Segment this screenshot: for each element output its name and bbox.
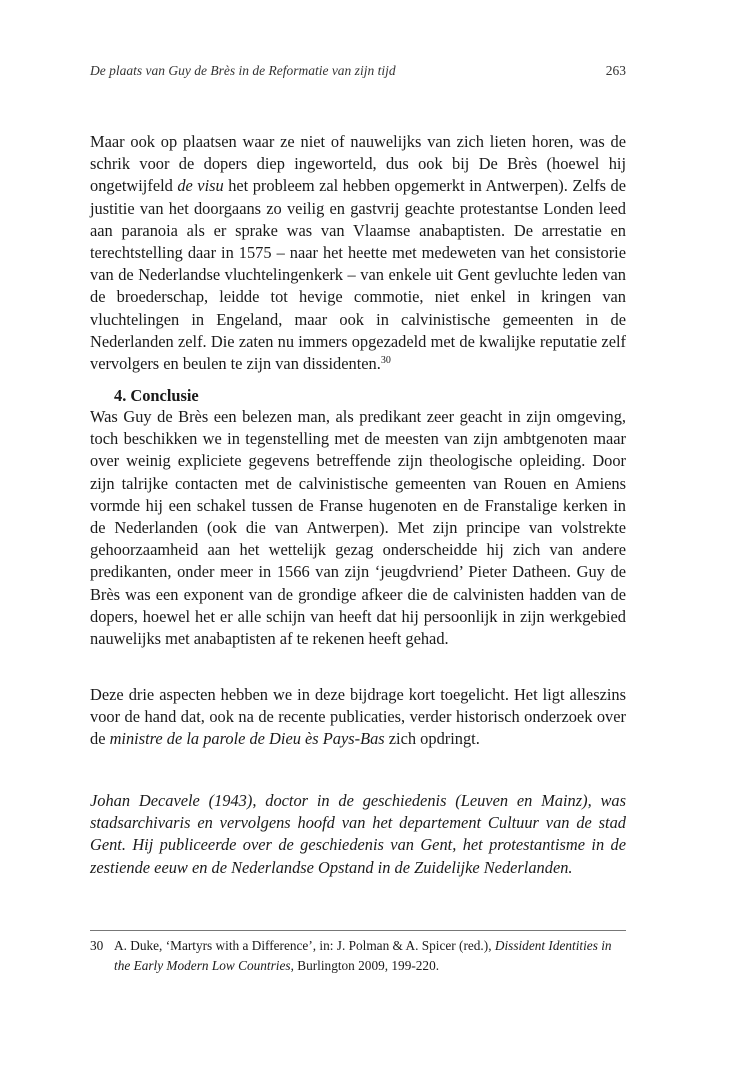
paragraph-1-italic: de visu: [177, 176, 224, 196]
footnote-italic: Dissident Identities in the Early Modern Low Countries: [114, 938, 612, 973]
footnote-text: [114, 936, 626, 976]
paragraph-2-text: Was Guy de Brès een belezen man, als predikant zeer geacht in zijn omgeving, toch beschikken we in tegenstelling met de meesten van zijn ambtgenoten maar over weinig expliciete gegevens betreffende zijn theologische opleiding. Door zijn talrijke contacten met de calvinistische gemeenten van Rouen en Amiens vormde hij een schakel tussen de Franse hugenoten en de Franstalige kerken in de Nederlanden (ook die van Antwerpen). Met zijn principe van volstrekte gehoorzaamheid aan het wettelijk gezag onderscheidde hij zich van andere predikanten, onder meer in 1566 van zijn ‘jeugdvriend’ Pieter Datheen. Guy de Brès was een exponent van de grondige afkeer die de calvinisten hadden van de dopers, hoewel het er alle schijn van heeft dat hij persoonlijk in zijn werkgebied nauwelijks met anabaptisten af te rekenen heeft gehad.: [90, 407, 626, 649]
paragraph-1-text-b: het probleem zal hebben opgemerkt in Antwerpen). Zelfs de justitie van het doorgaans zo veilig en gastvrij geachte protestantse Londen leed aan paranoia als er sprake was van Vlaamse anabaptisten. De arrestatie en terechtstelling daar in 1575 – naar het heette met medeweten van het consistorie van de Nederlandse vluchtelingenkerk – van enkele uit Gent gevluchte leden van de broederschap, leidde tot hevige commotie, niet enkel in kringen van vluchtelingen in Engeland, maar ook in calvinistische gemeenten in de Nederlanden zelf. Die zaten nu immers opgezadeld met de kwalijke reputatie zelf vervolgers en beulen te zijn van dissidenten.: [90, 176, 626, 374]
footnote-ref-30[interactable]: 30: [380, 355, 391, 367]
footnote-number: 30: [90, 938, 104, 953]
author-bio: [90, 790, 626, 879]
paragraph-3: [90, 684, 626, 751]
paragraph-2: [90, 406, 626, 650]
page-number: 263: [605, 63, 626, 78]
running-title: De plaats van Guy de Brès in de Reformatie van zijn tijd: [90, 63, 396, 78]
paragraph-3-text-a: Deze drie aspecten hebben we in deze bijdrage kort toegelicht. Het ligt alleszins voor de hand dat, ook na de recente publicaties, verder historisch onderzoek over de: [90, 685, 626, 749]
author-bio-text: Johan Decavele (1943), doctor in de geschiedenis (Leuven en Mainz), was stadsarchivaris en vervolgens hoofd van het departement Cultuur van de stad Gent. Hij publiceerde over de geschiedenis van Gent, het protestantisme in de zestiende eeuw en de Nederlandse Opstand in de Zuidelijke Nederlanden.: [90, 791, 626, 877]
paragraph-3-text-b: zich opdringt.: [384, 729, 480, 749]
paragraph-1: [90, 131, 626, 375]
running-header: [90, 63, 626, 79]
footnote-text-b: , Burlington 2009, 199-220.: [290, 958, 440, 973]
footnote-text-a: A. Duke, ‘Martyrs with a Difference’, in: J. Polman & A. Spicer (red.),: [114, 938, 495, 953]
section-heading: 4. Conclusie: [114, 386, 199, 405]
footnote-divider: [90, 930, 626, 931]
paragraph-1-text-a: Maar ook op plaatsen waar ze niet of nauwelijks van zich lieten horen, was de schrik voor de dopers diep ingeworteld, dus ook bij De Brès (hoewel hij ongetwijfeld: [90, 132, 626, 196]
footnote-30: [90, 936, 626, 976]
paragraph-3-italic: ministre de la parole de Dieu ès Pays-Bas: [109, 729, 385, 749]
